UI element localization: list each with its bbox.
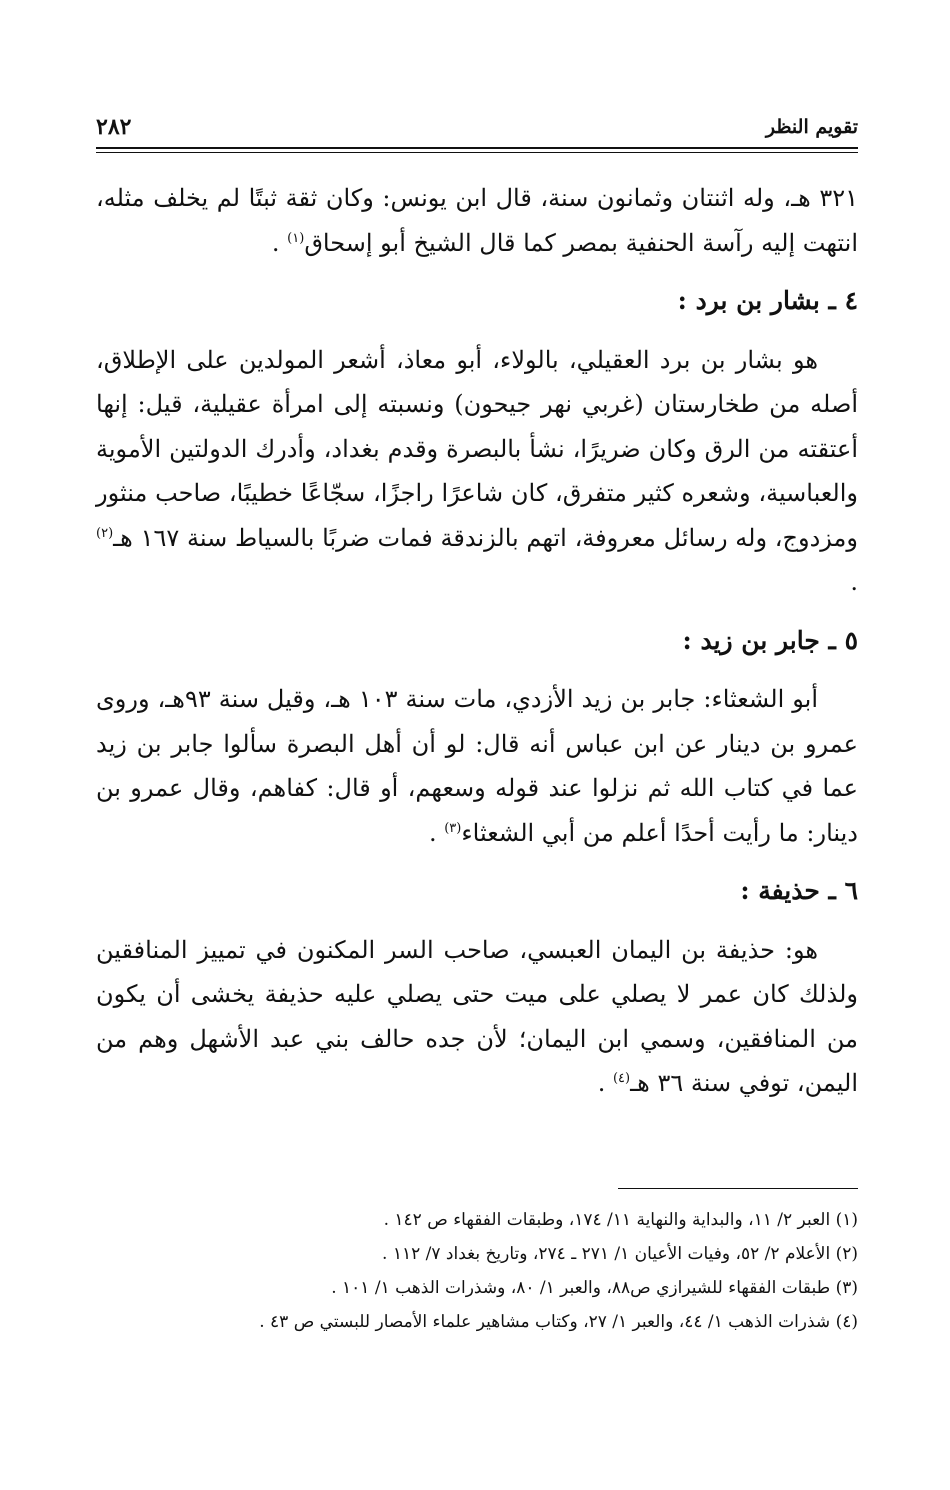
- paragraph-jabir: [96, 677, 858, 855]
- entry-heading-hudhayfa: ٦ ـ حذيفة :: [740, 876, 858, 905]
- footnote-ref: (٢): [96, 525, 114, 541]
- footnote-ref: (٣): [444, 820, 462, 836]
- footnotes: [96, 1205, 858, 1341]
- paragraph-hudhayfa: [96, 928, 858, 1106]
- footnote-separator: [618, 1188, 858, 1189]
- page-number: ٢٨٢: [96, 114, 132, 140]
- footnote-2: (٢) الأعلام ٢/ ٥٢، وفيات الأعيان ١/ ٢٧١ ـ ٢٧٤، وتاريخ بغداد ٧/ ١١٢ .: [382, 1244, 858, 1264]
- paragraph-bashar: [96, 338, 858, 605]
- paragraph-text: هو: حذيفة بن اليمان العبسي، صاحب السر المكنون في تمييز المنافقين ولذلك كان عمر لا يصلي على ميت حتى يصلي عليه حذيفة يخشى أن يكون من المنافقين، وسمي ابن اليمان؛ لأن جده حالف بني عبد الأشهل وهم من اليمن، توفي سنة ٣٦ هـ: [96, 935, 858, 1097]
- header-rule: [96, 147, 858, 149]
- running-header: [96, 112, 858, 148]
- book-page: [96, 0, 858, 1490]
- footnote-1: (١) العبر ٢/ ١١، والبداية والنهاية ١١/ ١٧٤، وطبقات الفقهاء ص ١٤٢ .: [383, 1210, 858, 1230]
- paragraph-end: .: [850, 568, 858, 596]
- paragraph-continuation: [96, 176, 858, 265]
- footnote-4: (٤) شذرات الذهب ١/ ٤٤، والعبر ١/ ٢٧، وكتاب مشاهير علماء الأمصار للبستي ص ٤٣ .: [259, 1312, 858, 1332]
- main-text: [96, 176, 858, 1106]
- footnote-ref: (٤): [612, 1071, 631, 1086]
- paragraph-end: .: [597, 1069, 613, 1097]
- paragraph-text: هو بشار بن برد العقيلي، بالولاء، أبو معاذ، أشعر المولدين على الإطلاق، أصله من طخارستان (غربي نهر جيحون) ونسبته إلى امرأة عقيلية، قيل: إنها أعتقته من الرق وكان ضريرًا، نشأ بالبصرة وقدم بغداد، وأدرك الدولتين الأموية والعباسية، وشعره كثير متفرق، كان شاعرًا راجزًا، سجّاعًا خطيبًا، صاحب منثور ومزدوج، وله رسائل معروفة، اتهم بالزندقة فمات ضربًا بالسياط سنة ١٦٧ هـ: [96, 345, 858, 552]
- footnote-3: (٣) طبقات الفقهاء للشيرازي ص٨٨، والعبر ١/ ٨٠، وشذرات الذهب ١/ ١٠١ .: [331, 1278, 858, 1298]
- footnote-ref: (١): [287, 230, 305, 246]
- paragraph-end: .: [271, 228, 288, 257]
- header-rule-thin: [96, 152, 858, 153]
- paragraph-text: ٣٢١ هـ، وله اثنتان وثمانون سنة، قال ابن يونس: وكان ثقة ثبتًا لم يخلف مثله، انتهت إليه رآسة الحنفية بمصر كما قال الشيخ أبو إسحاق: [96, 184, 858, 257]
- entry-heading-bashar: ٤ ـ بشار بن برد :: [677, 286, 858, 315]
- running-title: تقويم النظر: [765, 116, 858, 138]
- entry-heading-jabir: ٥ ـ جابر بن زيد :: [682, 625, 858, 655]
- paragraph-end: .: [428, 818, 445, 847]
- paragraph-text: أبو الشعثاء: جابر بن زيد الأزدي، مات سنة ١٠٣ هـ، وقيل سنة ٩٣هـ، وروى عمرو بن دينار عن ابن عباس أنه قال: لو أن أهل البصرة سألوا جابر بن زيد عما في كتاب الله ثم نزلوا عند قوله وسعهم، أو قال: كفاهم، وقال عمرو بن دينار: ما رأيت أحدًا أعلم من أبي الشعثاء: [96, 685, 858, 847]
